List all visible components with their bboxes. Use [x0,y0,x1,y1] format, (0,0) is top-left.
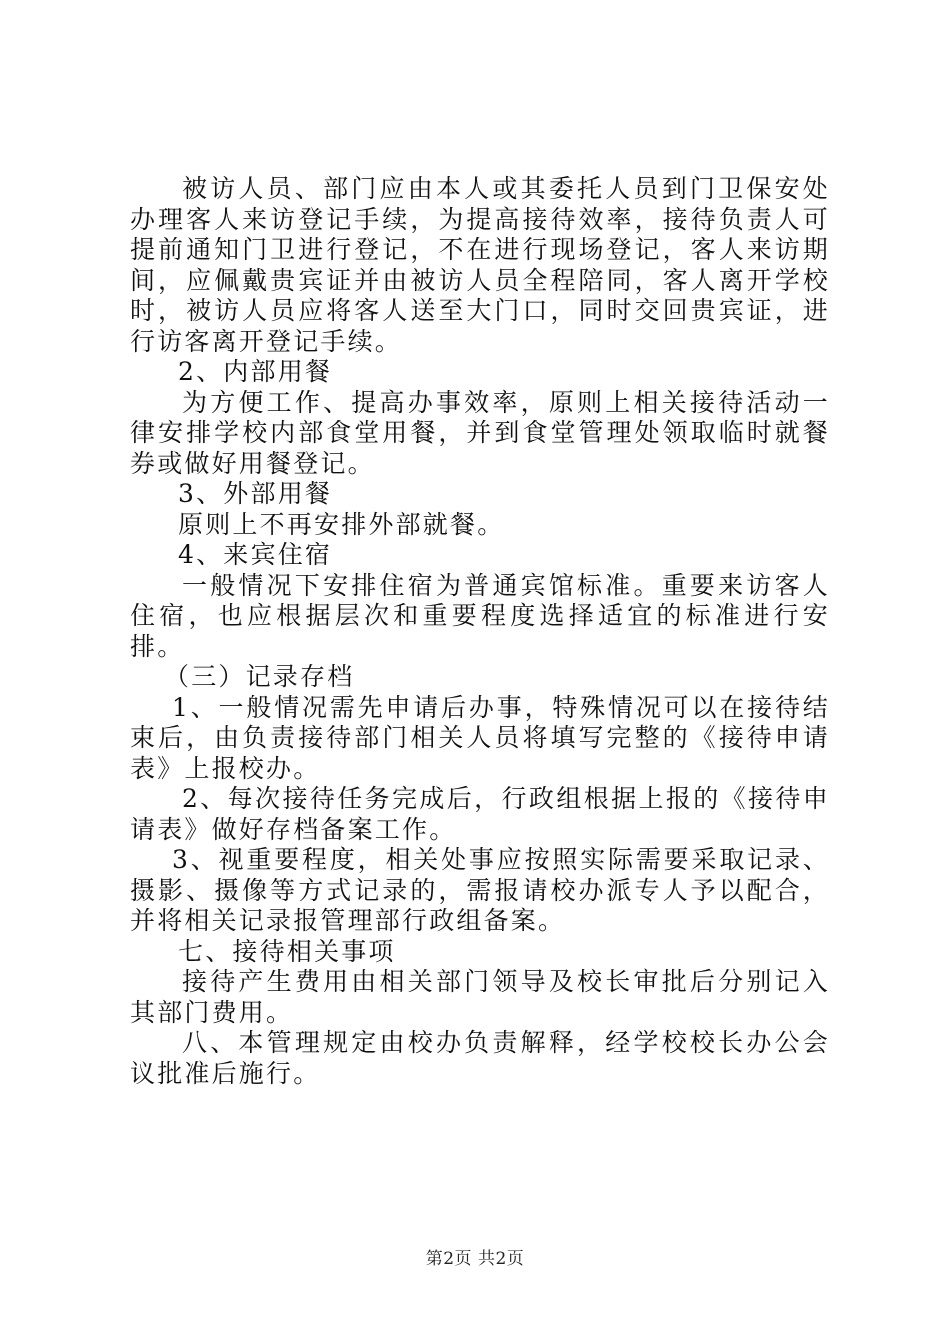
paragraph-internal-dining: 为方便工作、提高办事效率，原则上相关接待活动一律安排学校内部食堂用餐，并到食堂管理处领取临时就餐券或做好用餐登记。 [130,387,830,478]
paragraph-guest-lodging: 一般情况下安排住宿为普通宾馆标准。重要来访客人住宿，也应根据层次和重要程度选择适宜的标准进行安排。 [130,570,830,661]
paragraph-record-item-3: 3、视重要程度，相关处事应按照实际需要采取记录、摄影、摄像等方式记录的，需报请校办派专人予以配合，并将相关记录报管理部行政组备案。 [130,845,830,935]
paragraph-external-dining: 原则上不再安排外部就餐。 [178,509,505,539]
paragraph-record-item-2: 2、每次接待任务完成后，行政组根据上报的《接待申请表》做好存档备案工作。 [130,784,830,844]
page-number-footer: 第2页 共2页 [425,1249,525,1269]
paragraph-reception-costs: 接待产生费用由相关部门领导及校长审批后分别记入其部门费用。 [130,967,830,1027]
paragraph-interpretation-clause: 八、本管理规定由校办负责解释，经学校校长办公会议批准后施行。 [130,1028,830,1088]
paragraph-visitor-registration: 被访人员、部门应由本人或其委托人员到门卫保安处办理客人来访登记手续，为提高接待效率，接待负责人可提前通知门卫进行登记，不在进行现场登记，客人来访期间，应佩戴贵宾证并由被访人员全程陪同，客人离开学校时，被访人员应将客人送至大门口，同时交回贵宾证，进行访客离开登记手续。 [130,174,830,356]
document-body [130,174,830,1089]
heading-reception-matters: 七、接待相关事项 [178,936,396,966]
paragraph-record-item-1: 1、一般情况需先申请后办事，特殊情况可以在接待结束后，由负责接待部门相关人员将填写完整的《接待申请表》上报校办。 [130,692,830,783]
heading-record-archive: （三）记录存档 [164,662,355,691]
heading-internal-dining: 2、内部用餐 [178,357,333,386]
heading-external-dining: 3、外部用餐 [178,479,333,508]
heading-guest-lodging: 4、来宾住宿 [178,540,333,569]
